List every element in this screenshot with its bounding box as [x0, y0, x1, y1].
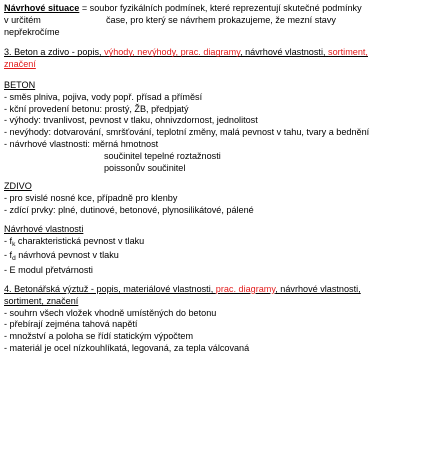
section-3-heading-red-2: sortiment,: [328, 47, 368, 58]
zdivo-item: - pro svislé nosné kce, případně pro klenby: [4, 193, 178, 204]
navrhove-item-subscript: d: [12, 255, 16, 263]
intro-line-2-right: čase, pro který se návrhem prokazujeme, že mezní stavy: [106, 14, 336, 25]
section-3-heading-red-1: výhody, nevýhody, prac. diagramy: [104, 47, 241, 58]
beton-item: - výhody: trvanlivost, pevnost v tlaku, ohnivzdornost, jednolitost: [4, 115, 258, 126]
zdivo-heading: ZDIVO: [4, 181, 32, 192]
section-4-heading-part-b: , návrhové vlastnosti,: [275, 283, 361, 294]
section-4-item: - přebírají zejména tahová napětí: [4, 319, 138, 330]
navrhove-item: [4, 236, 438, 251]
navrhove-item-text: - E modul přetvárnosti: [4, 265, 93, 276]
navrhove-heading: Návrhové vlastnosti: [4, 223, 84, 234]
section-3-heading-part-b: , návrhové vlastnosti,: [240, 47, 329, 58]
navrhove-item-symbol: - f: [4, 235, 13, 246]
section-4-item: - souhrn všech vložek vhodně umístěných do betonu: [4, 307, 217, 318]
intro-line-2-left: v určitém: [4, 14, 41, 25]
beton-item: - kční provedení betonu: prostý, ŽB, předpjatý: [4, 103, 189, 114]
section-4-heading: [4, 284, 438, 296]
navrhove-item: [4, 265, 438, 277]
beton-heading: BETON: [4, 79, 36, 90]
section-3-heading: [4, 47, 438, 59]
intro-line-2: [4, 15, 438, 27]
section-3-heading-red-3: značení: [4, 59, 36, 70]
navrhove-item: [4, 250, 438, 265]
beton-item: - nevýhody: dotvarování, smršťování, teplotní změny, malá pevnost v tahu, tvary a bednění: [4, 127, 370, 138]
beton-sub-item: součinitel tepelné roztažnosti: [104, 150, 221, 161]
section-4-item: - materiál je ocel nízkouhlíkatá, legovaná, za tepla válcovaná: [4, 342, 250, 353]
navrhove-item-subscript: k: [12, 240, 16, 248]
beton-item: - směs plniva, pojiva, vody popř. přísad a příměsí: [4, 91, 203, 102]
navrhove-item-text: charakteristická pevnost v tlaku: [15, 235, 145, 246]
zdivo-item: - zdící prvky: plné, dutinové, betonové, plynosilikátové, pálené: [4, 204, 254, 215]
intro-line-1: [4, 3, 438, 15]
beton-item: - návrhové vlastnosti: měrná hmotnost: [4, 138, 159, 149]
section-4-heading-red: prac. diagramy: [215, 283, 276, 294]
section-3-heading-part-a: 3. Beton a zdivo - popis,: [4, 47, 105, 58]
navrhove-item-symbol: - f: [4, 250, 13, 261]
section-4-heading-line-2: sortiment, značení: [4, 295, 79, 306]
navrhove-item-text: návrhová pevnost v tlaku: [15, 250, 119, 261]
intro-line-3: nepřekročíme: [4, 26, 60, 37]
intro-term: Návrhové situace: [4, 3, 80, 13]
document-page: [4, 3, 438, 355]
section-4-item: - množství a poloha se řídí statickým výpočtem: [4, 331, 194, 342]
beton-sub-item: poissonův součinitel: [104, 162, 186, 173]
intro-line-1-rest: = soubor fyzikálních podmínek, které reprezentují skutečné podmínky: [79, 3, 362, 13]
section-4-heading-part-a: 4. Betonářská výztuž - popis, materiálové vlastnosti,: [4, 283, 216, 294]
